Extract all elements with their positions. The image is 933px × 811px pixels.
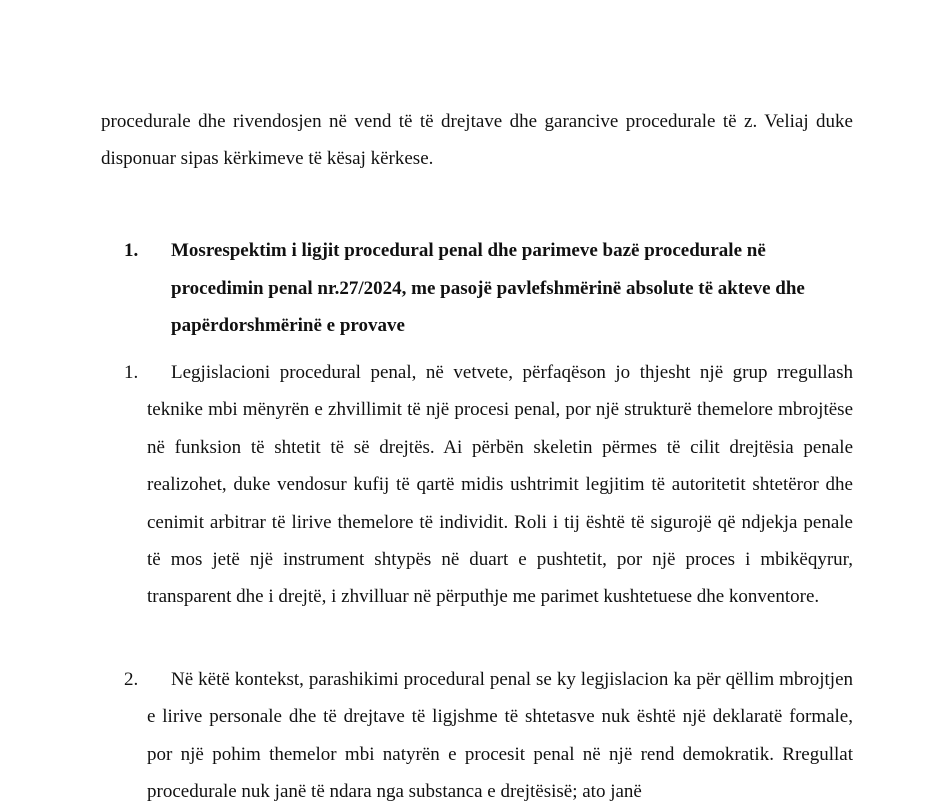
section-title: Mosrespektim i ligjit procedural penal dhe parimeve bazë procedurale në procedimin penal nr.27/2024, me pasojë pavlefshmërinë absolute të akteve dhe papërdorshmërinë e provave (171, 240, 805, 336)
numbered-paragraph-1 (124, 354, 853, 616)
section-heading (124, 232, 854, 345)
section-number: 1. (124, 240, 139, 261)
paragraph-text: Në këtë kontekst, parashikimi procedural penal se ky legjislacion ka për qëllim mbrojtjen e lirive personale dhe të drejtave të ligjshme të shtetasve nuk është një deklaratë formale, por një pohim themelor mbi natyrën e procesit penal në një rend demokratik. Rregullat procedurale nuk janë të ndara nga substanca e drejtësisë; ato janë (147, 669, 853, 803)
paragraph-number: 2. (124, 669, 139, 690)
paragraph-number: 1. (124, 362, 139, 383)
intro-paragraph: procedurale dhe rivendosjen në vend të të drejtave dhe garancive procedurale të z. Veliaj duke disponuar sipas kërkimeve të kësaj kërkese. (101, 111, 853, 169)
numbered-paragraph-2 (124, 661, 853, 811)
paragraph-text: Legjislacioni procedural penal, në vetvete, përfaqëson jo thjesht një grup rregullash teknike mbi mënyrën e zhvillimit të një procesi penal, por një strukturë themelore mbrojtëse në funksion të shtetit të së drejtës. Ai përbën skeletin përmes të cilit drejtësia penale realizohet, duke vendosur kufij të qartë midis ushtrimit legjitim të autoritetit shtetëror dhe cenimit arbitrar të lirive themelore të individit. Roli i tij është të sigurojë që ndjekja penale të mos jetë një instrument shtypës në duart e pushtetit, por një proces i mbikëqyrur, transparent dhe i drejtë, i zhvilluar në përputhje me parimet kushtetuese dhe konventore. (147, 362, 853, 608)
